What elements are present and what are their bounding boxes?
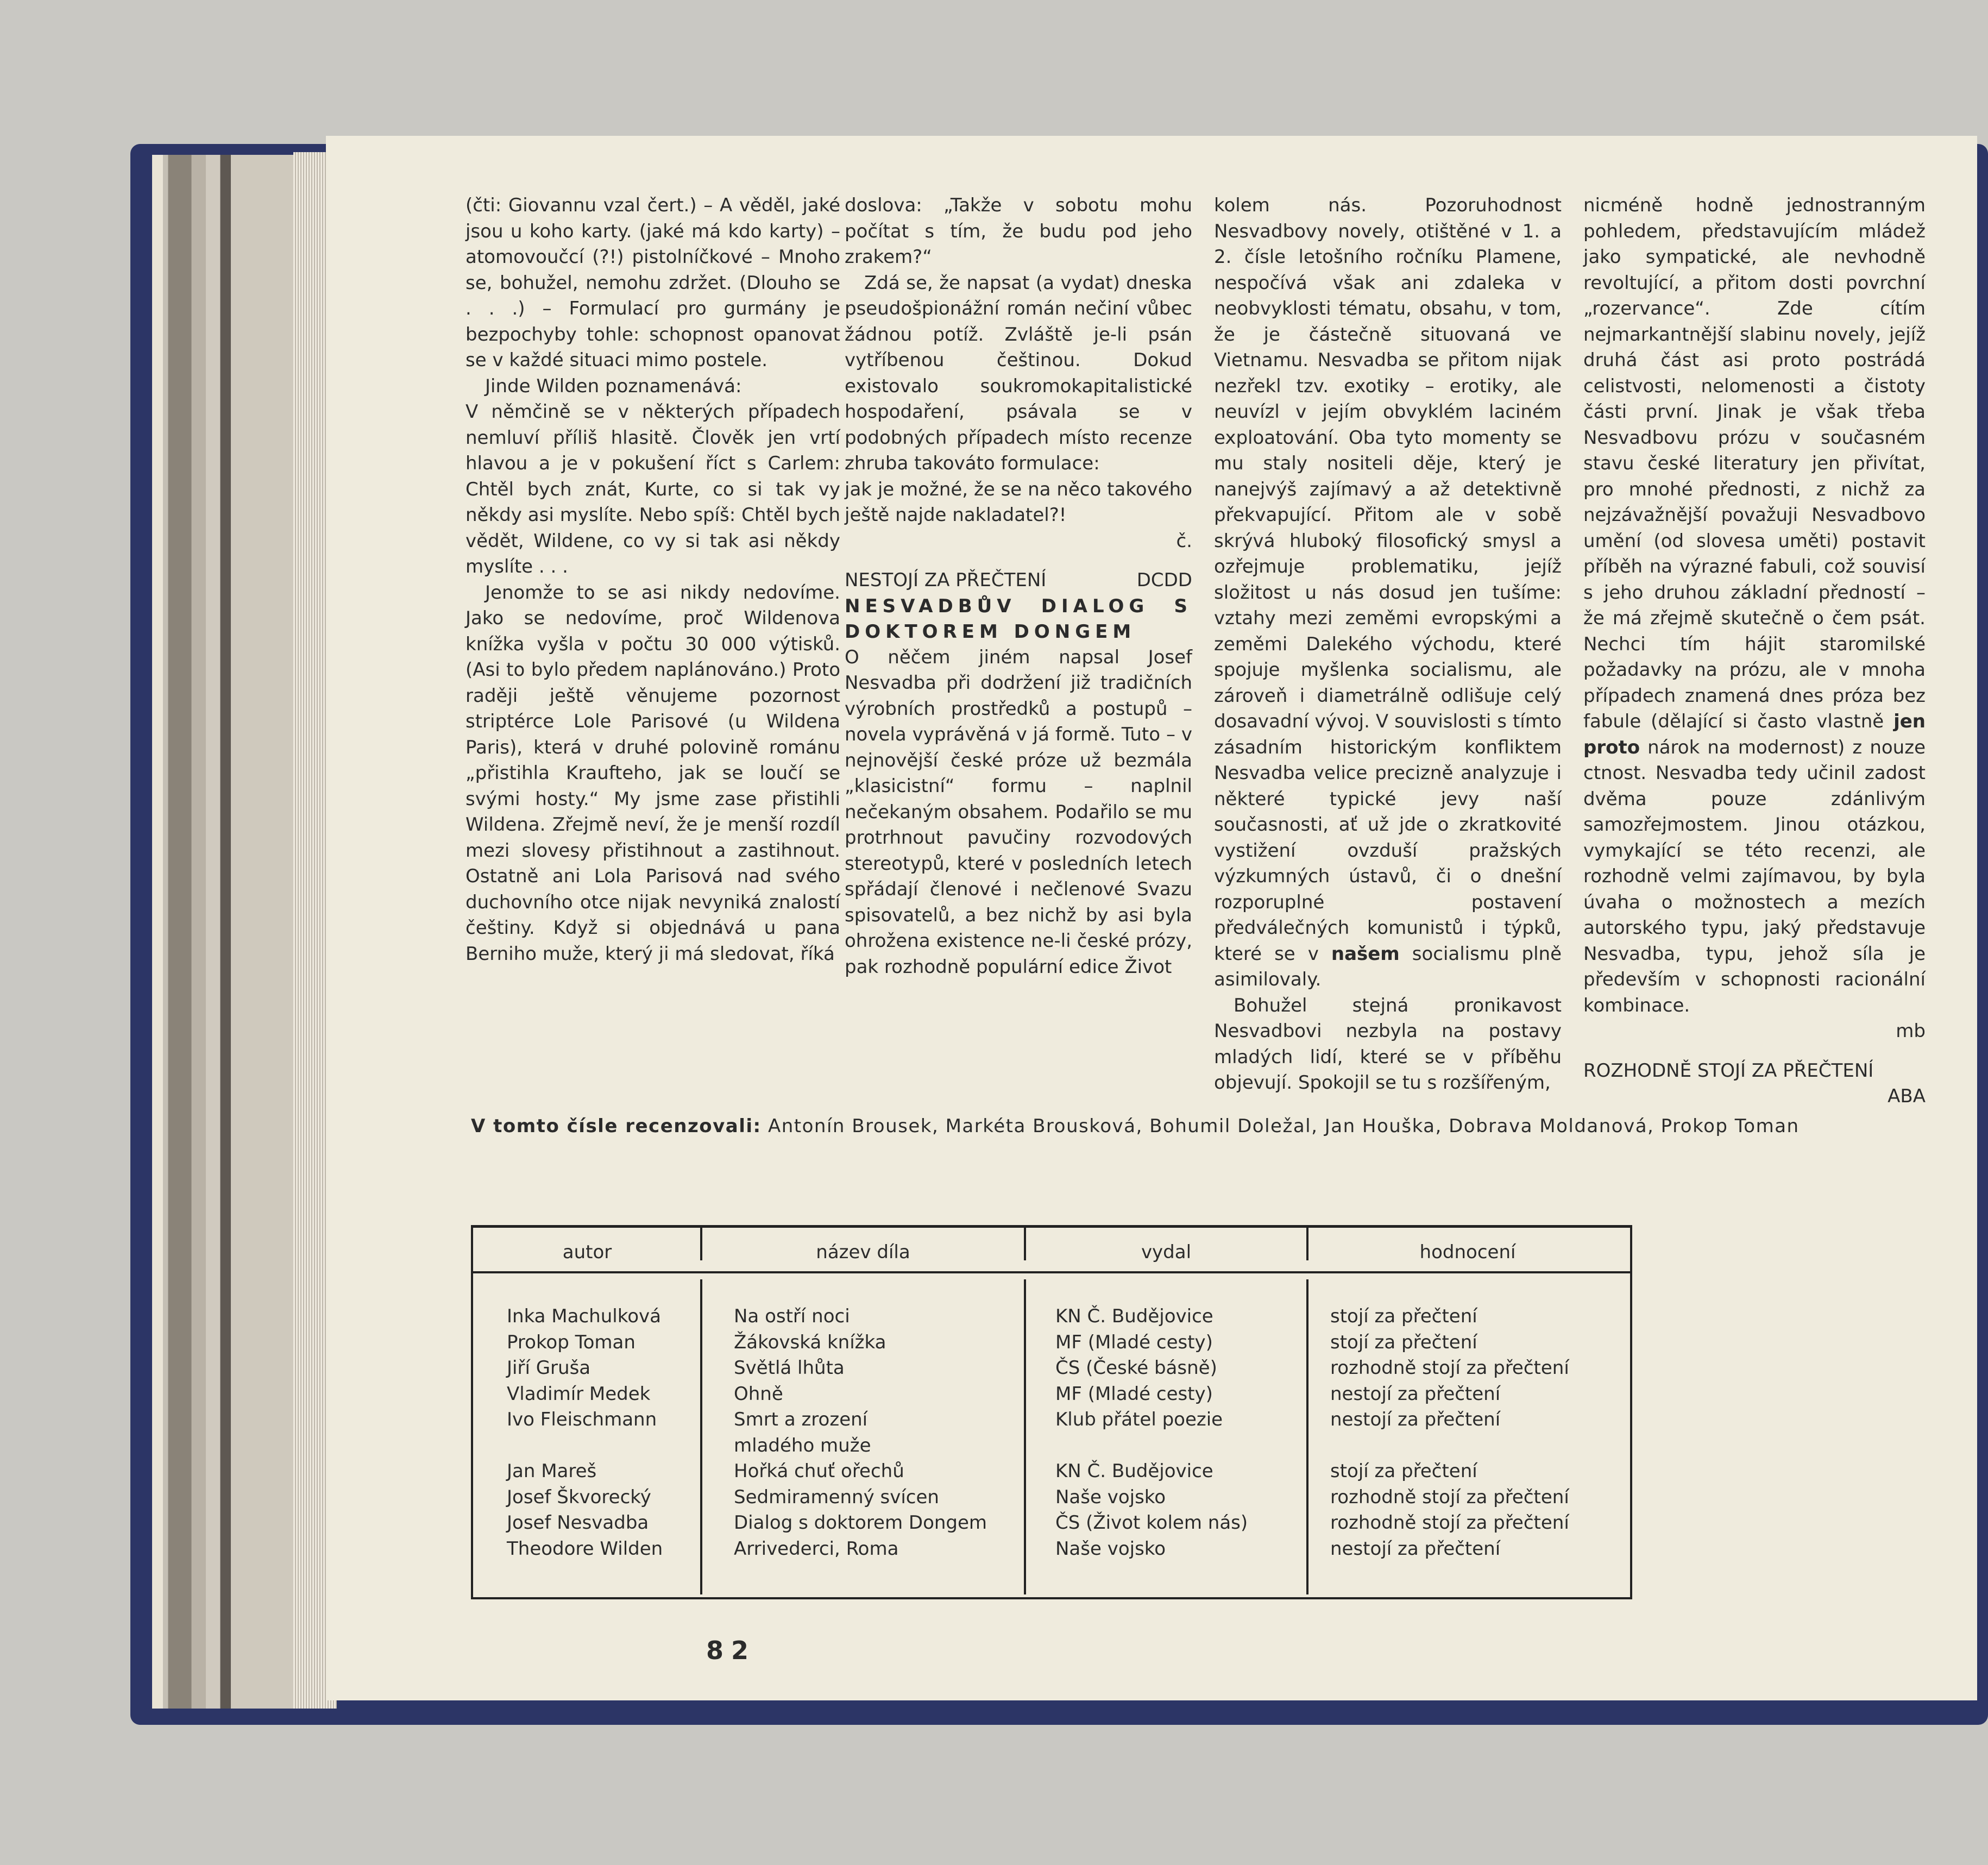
author-cell: Jiří Gruša — [507, 1357, 591, 1379]
verdict-text: NESTOJÍ ZA PŘEČTENÍ — [845, 569, 1047, 591]
paragraph-indented: Zdá se, že napsat (a vydat) dneska pseudošpionážní román nečiní vůbec žádnou potíž. Zvláště je-li psán vytříbenou češtinou. Dokud existovalo soukromokapitalistické hospodaření, psávala se v podobných případech místo recenze zhruba takováto formulace: — [845, 272, 1192, 474]
publisher-cell: ČS (Život kolem nás) — [1055, 1512, 1248, 1534]
author-cell: Josef Škvorecký — [507, 1486, 651, 1508]
text-column-3 — [1214, 193, 1562, 1096]
header-publisher: vydal — [1141, 1241, 1192, 1263]
author-cell: Jan Mareš — [507, 1460, 597, 1482]
author-cell: Prokop Toman — [507, 1331, 636, 1353]
title-cell: Sedmiramenný svícen — [734, 1486, 939, 1508]
rating-cell: nestojí za přečtení — [1330, 1409, 1501, 1430]
author-cell: Inka Machulková — [507, 1305, 661, 1327]
rating-cell: rozhodně stojí za přečtení — [1330, 1512, 1569, 1534]
publisher-cell: Naše vojsko — [1055, 1486, 1166, 1508]
paragraph-indented: Jinde Wilden poznamenává: — [485, 375, 742, 397]
author-cell: Theodore Wilden — [507, 1537, 663, 1560]
publisher-cell: MF (Mladé cesty) — [1055, 1383, 1213, 1405]
title-cell: Arrivederci, Roma — [734, 1537, 899, 1560]
paragraph: nicméně hodně jednostranným pohledem, představujícím mládež jako sympatické, ale nevhodně revoltující, a přitom dosti povrchní „rozervance“. Zde cítím nejmarkantnější slabinu novely, jejíž druhá část asi proto postrádá celistvosti, nelomenosti a čistoty části první. Jinak je však třeba Nesvadbovu prózu v současném stavu české literatury jen přivítat, pro mnohé přednosti, z nichž za nejzávažnější považuji Nesvadbovo umění (od slovesa uměti) postavit příběh na výrazné fabuli, což souvisí s jeho druhou základní předností – že má zřejmě skutečně o čem psát. Nechci tím hájit staromilské požadavky na prózu, ale v mnoha případech znamená dnes próza bez fabule (dělající si často vlastně jen proto nárok na modernost) z nouze ctnost. Nesvadba tedy učinil zadost dvěma pouze zdánlivým samozřejmostem. Jinou otázkou, vymykající se této recenzi, ale rozhodně velmi zajímavou, by byla úvaha o možnostech a mezích autorského typu, jaký představuje Nesvadba, typu, jehož síla je především v schopnosti racionální kombinace. — [1583, 194, 1926, 1016]
title-cell: Světlá lhůta — [734, 1357, 845, 1379]
author-cell: Vladimír Medek — [507, 1383, 651, 1405]
paragraph: kolem nás. Pozoruhodnost Nesvadbovy novely, otištěné v 1. a 2. čísle letošního ročníku Plamene, nespočívá však ani zdaleka v neobvyklosti tématu, obsahu, v tom, že je částečně situovaná ve Vietnamu. Nesvadba se přitom nijak nezřekl tzv. exotiky – erotiky, ale neuvízl v jejím obvyklém laciném exploatování. Oba tyto momenty se mu staly nositeli děje, který je nanejvýš zajímavý a až detektivně překvapující. Přitom ale v sobě skrývá hluboký filosofický smysl a ozřejmuje problematiku, jejíž složitost u nás dosud jen tušíme: vztahy mezi zeměmi evropskými a zeměmi Dalekého východu, které spojuje myšlenka socialismu, ale zároveň i diametrálně odlišuje celý dosavadní vývoj. V souvislosti s tímto zásadním historickým konfliktem Nesvadba velice precizně analyzuje i některé typické jevy naší současnosti, ať už jde o zkratkovité vystižení ovzduší pražských výzkumných ústavů, či o dnešní rozporuplné postavení předválečných komunistů i týpků, které se v našem socialismu plně asimilovaly. — [1214, 194, 1562, 990]
column-divider — [1024, 1228, 1026, 1260]
publishers-column — [1055, 1304, 1248, 1562]
signature: ABA — [1888, 1085, 1926, 1107]
paragraph: jak je možné, že se na něco takového ještě najde nakladatel?! — [845, 478, 1192, 526]
text-column-2 — [845, 193, 1192, 980]
reviewers-label: V tomto čísle recenzovali: — [471, 1115, 762, 1137]
author-cell: Josef Nesvadba — [507, 1512, 649, 1534]
paragraph-indented: Bohužel stejná pronikavost Nesvadbovi nezbyla na postavy mladých lidí, které se v příběhu objevují. Spokojil se tu s rozšířeným, — [1214, 994, 1562, 1094]
publisher-cell — [1055, 1433, 1248, 1459]
paragraph: O něčem jiném napsal Josef Nesvadba při dodržení již tradičních výrobních prostředků a postupů – novela vyprávěná v já formě. Tuto – v nejnovější české próze už bezmála „klasicistní“ formu – naplnil nečekaným obsahem. Podařilo se mu protrhnout pavučiny rozvodových stereotypů, které v posledních letech spřádají členové i nečlenové Svazu spisovatelů, a bez nichž by asi byla ohrožena existence ne-li české prózy, pak rozhodně populární edice Život — [845, 646, 1192, 978]
column-divider — [700, 1279, 702, 1594]
paragraph: (čti: Giovannu vzal čert.) – A věděl, jaké jsou u koho karty. (jaké má kdo karty) – atomovoučcí (?!) pistolníčkové – Mnoho se, bohužel, nemohu zdržet. (Dlouho se . . .) – Formulací pro gurmány je bezpochyby tohle: schopnost opanovat se v každé situaci mimo postele. — [465, 194, 840, 371]
emphasis: jen proto — [1583, 711, 1926, 758]
column-divider — [1024, 1279, 1026, 1594]
title-cell: Dialog s doktorem Dongem — [734, 1512, 987, 1534]
verdict-line — [845, 568, 1192, 594]
magazine-page — [331, 141, 1961, 1695]
verdict-line — [1583, 1058, 1926, 1084]
rating-cell: stojí za přečtení — [1330, 1460, 1477, 1482]
authors-column — [507, 1304, 663, 1562]
review-table — [471, 1225, 1632, 1599]
text-column-4 — [1583, 193, 1926, 1110]
ratings-column — [1330, 1304, 1569, 1562]
rating-cell: nestojí za přečtení — [1330, 1537, 1501, 1560]
title-cell: Hořká chuť ořechů — [734, 1460, 904, 1482]
header-title: název díla — [816, 1241, 910, 1263]
title-cell: Žákovská knížka — [734, 1331, 886, 1353]
reviewer-initials: DCDD — [1136, 569, 1192, 591]
header-rule — [473, 1271, 1630, 1273]
header-rating: hodnocení — [1419, 1241, 1516, 1263]
column-divider — [1306, 1228, 1308, 1260]
signature: mb — [1896, 1020, 1926, 1042]
signature: č. — [1176, 530, 1192, 552]
emphasis: našem — [1331, 943, 1400, 965]
rating-cell: nestojí za přečtení — [1330, 1383, 1501, 1405]
author-cell: Ivo Fleischmann — [507, 1409, 657, 1430]
spacer — [1583, 1045, 1926, 1058]
rating-cell: rozhodně stojí za přečtení — [1330, 1486, 1569, 1508]
reviewers-line — [471, 1114, 1937, 1140]
title-cell: Ohně — [734, 1383, 783, 1405]
publisher-cell: MF (Mladé cesty) — [1055, 1331, 1213, 1353]
publisher-cell: ČS (České básně) — [1055, 1357, 1217, 1379]
article-heading: NESVADBŮV DIALOG S DOKTOREM DONGEM — [845, 595, 1192, 643]
column-divider — [1306, 1279, 1308, 1594]
author-cell — [507, 1433, 663, 1459]
paragraph-indented: Jenomže to se asi nikdy nedovíme. Jako se nedovíme, proč Wildenova knížka vyšla v počtu 30 000 výtisků. (Asi to bylo předem naplánováno.) Proto raději ještě věnujeme pozornost striptérce Lole Parisové (u Wildena Paris), která v druhé polovině románu „přistihla Kraufteho, jak se loučí se svými hosty.“ My jsme zase přistihli Wildena. Zřejmě neví, že je menší rozdíl mezi slovesy přistihnout a zastihnout. Ostatně ani Lola Parisová nad svého duchovního otce nijak nevyniká znalostí češtiny. Když si objednává u pana Berniho muže, který ji má sledovat, říká — [465, 581, 840, 965]
header-author: autor — [562, 1241, 612, 1263]
paragraph: doslova: „Takže v sobotu mohu počítat s tím, že budu pod jeho zrakem?“ — [845, 194, 1192, 268]
page-number: 82 — [706, 1636, 757, 1665]
paragraph: V němčině se v některých případech nemluví příliš hlasitě. Člověk jen vrtí hlavou a je v pokušení říct s Carlem: Chtěl bych znát, Kurte, co si tak vy někdy asi myslíte. Nebo spíš: Chtěl bych vědět, Wildene, co vy si tak asi někdy myslíte . . . — [465, 401, 840, 577]
column-divider — [700, 1228, 702, 1260]
rating-cell: stojí za přečtení — [1330, 1305, 1477, 1327]
title-cell: mladého muže — [734, 1434, 871, 1456]
publisher-cell: Naše vojsko — [1055, 1537, 1166, 1560]
title-cell: Smrt a zrození — [734, 1409, 868, 1430]
publisher-cell: KN Č. Budějovice — [1055, 1305, 1213, 1327]
title-cell: Na ostří noci — [734, 1305, 850, 1327]
rating-cell — [1330, 1433, 1569, 1459]
verdict-text: ROZHODNĚ STOJÍ ZA PŘEČTENÍ — [1583, 1059, 1874, 1082]
rating-cell: rozhodně stojí za přečtení — [1330, 1357, 1569, 1379]
text-column-1 — [465, 193, 840, 967]
publisher-cell: Klub přátel poezie — [1055, 1409, 1223, 1430]
reviewers-names: Antonín Brousek, Markéta Brousková, Bohumil Doležal, Jan Houška, Dobrava Moldanová, Prokop Toman — [767, 1115, 1800, 1137]
titles-column — [734, 1304, 987, 1562]
spacer — [845, 554, 1192, 568]
rating-cell: stojí za přečtení — [1330, 1331, 1477, 1353]
publisher-cell: KN Č. Budějovice — [1055, 1460, 1213, 1482]
